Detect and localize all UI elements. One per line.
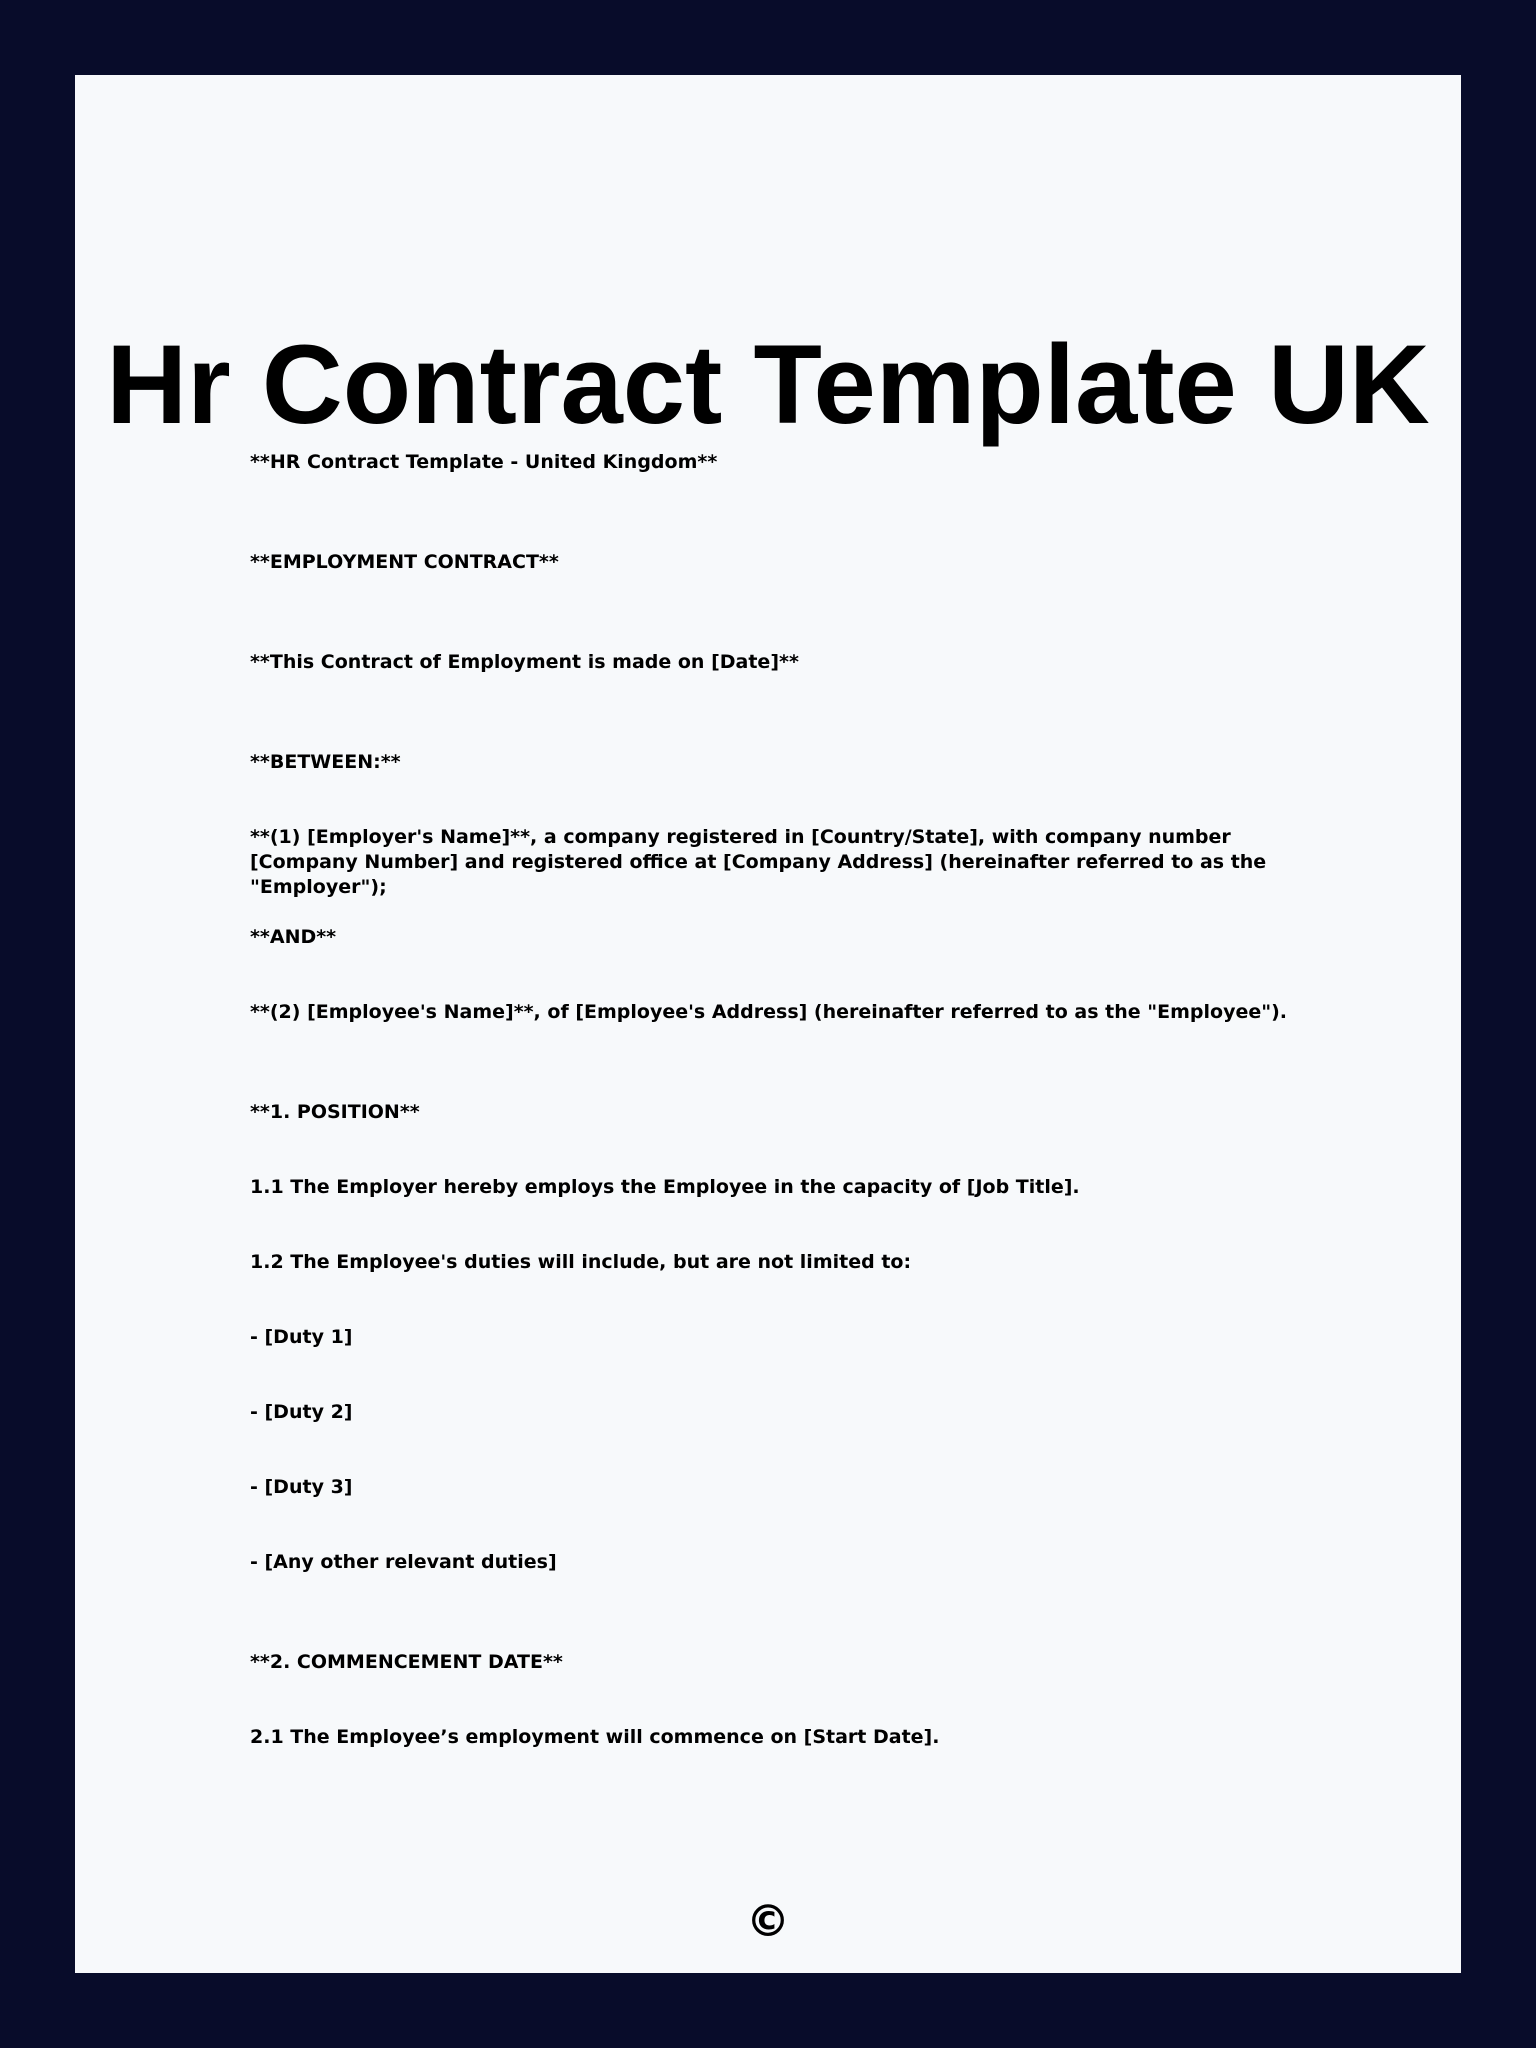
copyright-icon: © — [746, 1896, 790, 1947]
duty-list-item: - [Duty 2] — [250, 1401, 353, 1423]
clause-1-1: 1.1 The Employer hereby employs the Employee in the capacity of [Job Title]. — [250, 1176, 1080, 1198]
section-heading-position: **1. POSITION** — [250, 1101, 420, 1123]
document-page — [75, 75, 1461, 1973]
duty-list-item: - [Any other relevant duties] — [250, 1551, 557, 1573]
duty-list-item: - [Duty 1] — [250, 1326, 353, 1348]
paragraph-heading-template: **HR Contract Template - United Kingdom** — [250, 451, 718, 473]
paragraph-between: **BETWEEN:** — [250, 751, 401, 773]
clause-1-2: 1.2 The Employee's duties will include, but are not limited to: — [250, 1251, 912, 1273]
duty-list-item: - [Duty 3] — [250, 1476, 353, 1498]
document-title: Hr Contract Template UK — [106, 322, 1430, 447]
paragraph-employee: **(2) [Employee's Name]**, of [Employee's Address] (hereinafter referred to as the "Employee"). — [250, 1001, 1288, 1023]
paragraph-employer: **(1) [Employer's Name]**, a company registered in [Country/State], with company number [Company Number] and registered office at [Company Address] (hereinafter referred to as the "Employer"); — [250, 826, 1267, 898]
paragraph-and: **AND** — [250, 926, 337, 948]
section-heading-commencement: **2. COMMENCEMENT DATE** — [250, 1651, 563, 1673]
paragraph-heading-contract: **EMPLOYMENT CONTRACT** — [250, 551, 559, 573]
paragraph-contract-date: **This Contract of Employment is made on [Date]** — [250, 651, 799, 673]
clause-2-1: 2.1 The Employee’s employment will commence on [Start Date]. — [250, 1726, 940, 1748]
